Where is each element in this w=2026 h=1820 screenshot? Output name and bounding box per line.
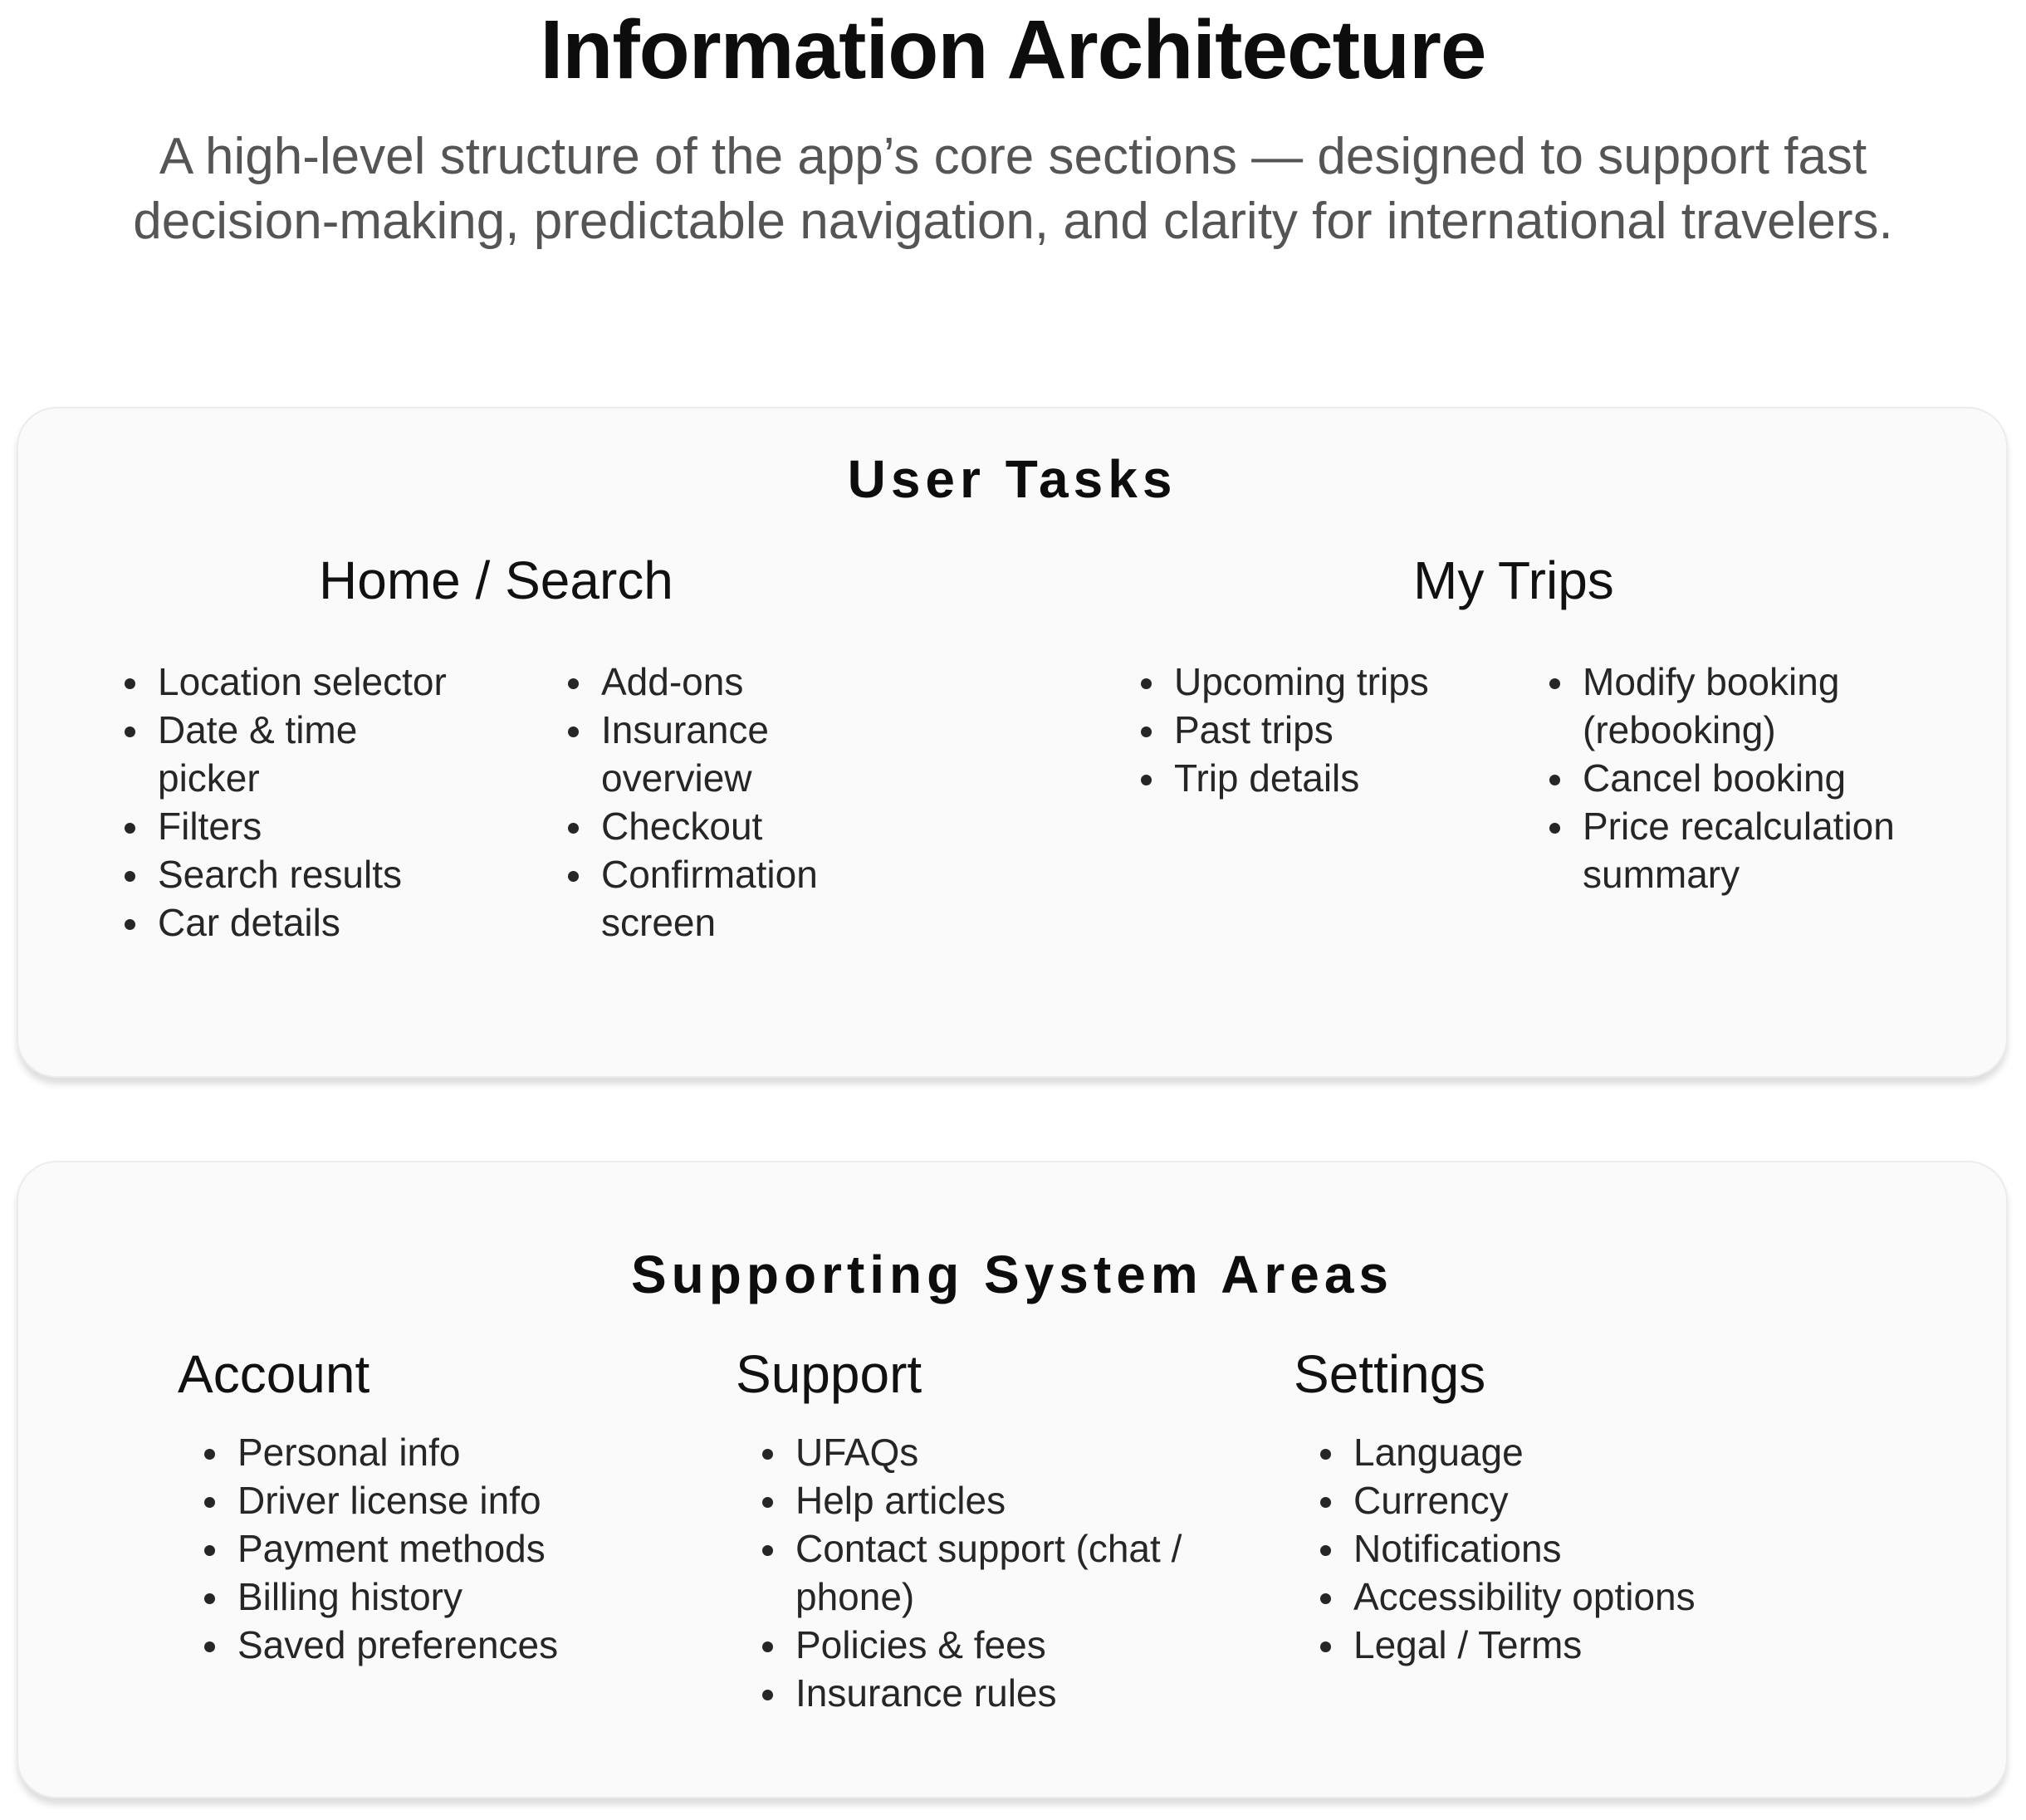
list-item: Location selector bbox=[118, 658, 467, 706]
my-trips-list-col1 bbox=[1134, 658, 1524, 802]
list-item: Checkout bbox=[561, 802, 927, 850]
list-item: Car details bbox=[118, 898, 467, 947]
list-item: UFAQs bbox=[756, 1428, 1254, 1476]
list-item: Driver license info bbox=[198, 1476, 629, 1524]
supporting-areas-card bbox=[17, 1161, 2008, 1798]
list-item: Confirmation screen bbox=[561, 850, 927, 947]
list-item: Insurance rules bbox=[756, 1669, 1254, 1717]
my-trips-list-col2 bbox=[1543, 658, 1941, 898]
page-title: Information Architecture bbox=[540, 3, 1486, 96]
list-item: Cancel booking bbox=[1543, 754, 1941, 802]
list-item: Upcoming trips bbox=[1134, 658, 1524, 706]
list-item: Filters bbox=[118, 802, 467, 850]
home-search-heading: Home / Search bbox=[319, 550, 673, 610]
list-item: Past trips bbox=[1134, 706, 1524, 754]
list-item: Search results bbox=[118, 850, 467, 898]
list-item: Accessibility options bbox=[1314, 1573, 1779, 1621]
list-item: Payment methods bbox=[198, 1524, 629, 1573]
list-item: Currency bbox=[1314, 1476, 1779, 1524]
home-search-list-col1 bbox=[118, 658, 467, 947]
home-search-list-col2 bbox=[561, 658, 927, 947]
list-item: Saved preferences bbox=[198, 1621, 629, 1669]
list-item: Notifications bbox=[1314, 1524, 1779, 1573]
list-item: Billing history bbox=[198, 1573, 629, 1621]
settings-heading: Settings bbox=[1294, 1344, 1486, 1404]
user-tasks-card bbox=[17, 407, 2008, 1078]
list-item: Insurance overview bbox=[561, 706, 927, 802]
list-item: Personal info bbox=[198, 1428, 629, 1476]
list-item: Modify booking (rebooking) bbox=[1543, 658, 1941, 754]
account-heading: Account bbox=[178, 1344, 370, 1404]
page-subtitle: A high-level structure of the app’s core sections — designed to support fast decision-making, predictable navigation, and clarity for international travelers. bbox=[133, 128, 1893, 250]
support-list bbox=[756, 1428, 1254, 1717]
list-item: Price recalculation summary bbox=[1543, 802, 1941, 898]
list-item: Trip details bbox=[1134, 754, 1524, 802]
settings-list bbox=[1314, 1428, 1779, 1669]
support-heading: Support bbox=[736, 1344, 922, 1404]
list-item: Policies & fees bbox=[756, 1621, 1254, 1669]
list-item: Help articles bbox=[756, 1476, 1254, 1524]
account-list bbox=[198, 1428, 629, 1669]
list-item: Contact support (chat / phone) bbox=[756, 1524, 1254, 1621]
list-item: Add-ons bbox=[561, 658, 927, 706]
list-item: Date & time picker bbox=[118, 706, 467, 802]
supporting-areas-title: Supporting System Areas bbox=[630, 1245, 1394, 1304]
user-tasks-title: User Tasks bbox=[847, 449, 1177, 509]
my-trips-heading: My Trips bbox=[1413, 550, 1614, 610]
list-item: Legal / Terms bbox=[1314, 1621, 1779, 1669]
list-item: Language bbox=[1314, 1428, 1779, 1476]
